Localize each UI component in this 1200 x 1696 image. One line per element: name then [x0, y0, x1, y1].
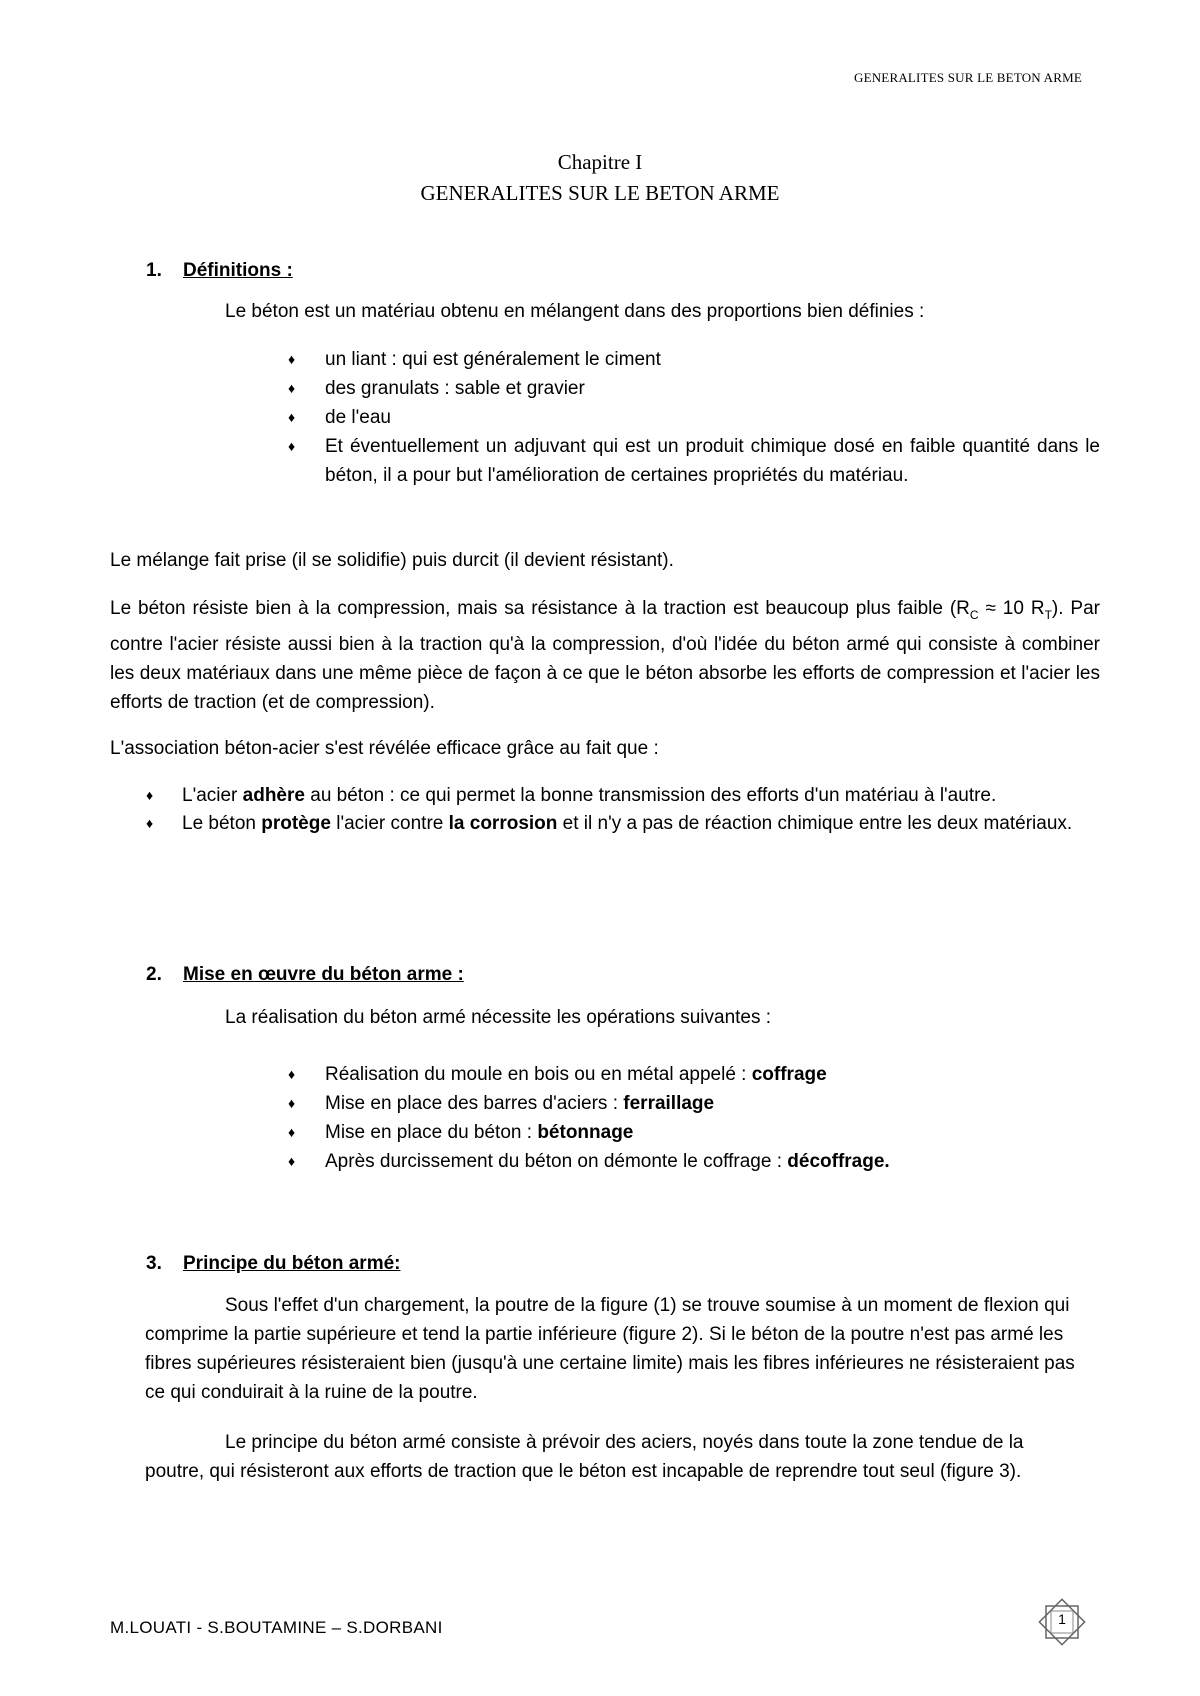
diamond-bullet-icon: ♦ — [288, 409, 296, 425]
section-3-title: Principe du béton armé: — [183, 1253, 401, 1274]
section-2-title: Mise en œuvre du béton arme : — [183, 964, 464, 985]
chapter-title: GENERALITES SUR LE BETON ARME — [420, 181, 780, 205]
diamond-bullet-icon: ♦ — [288, 1066, 296, 1082]
list-item: ♦ Mise en place des barres d'aciers : ferraillage — [325, 1089, 1100, 1118]
page-number-badge — [1032, 1592, 1092, 1652]
running-header: GENERALITES SUR LE BETON ARME — [853, 70, 1082, 85]
section-2-number: 2. — [146, 964, 162, 985]
paragraph: Sous l'effet d'un chargement, la poutre de la figure (1) se trouve soumise à un moment de flexion qui comprime la partie supérieure et tend la partie inférieure (figure 2). Si le béton de la poutre n'est pas armé les fibres supérieures résisteraient bien (jusqu'à une certaine limite) mais les fibres inférieures ne résisteraient pas ce qui conduirait à la ruine de la poutre. — [145, 1295, 1075, 1403]
section-1-number: 1. — [146, 260, 162, 281]
section-1-intro: Le béton est un matériau obtenu en mélangent dans des proportions bien définies : — [225, 301, 925, 322]
list-item: ♦ Et éventuellement un adjuvant qui est un produit chimique dosé en faible quantité dans le béton, il a pour but l'amélioration de certaines propriétés du matériau. — [325, 432, 1100, 490]
section-3-number: 3. — [146, 1253, 162, 1274]
list-item: ♦ un liant : qui est généralement le ciment — [325, 345, 1100, 374]
paragraph: L'association béton-acier s'est révélée efficace grâce au fait que : — [110, 738, 659, 759]
page-number: 1 — [1058, 1611, 1066, 1627]
section-3-heading — [146, 1253, 400, 1275]
diamond-bullet-icon: ♦ — [146, 815, 154, 831]
diamond-bullet-icon: ♦ — [288, 1095, 296, 1111]
list-item: ♦ de l'eau — [325, 403, 1100, 432]
section-1-title: Définitions : — [183, 260, 293, 281]
diamond-bullet-icon: ♦ — [288, 380, 296, 396]
list-item: ♦ des granulats : sable et gravier — [325, 374, 1100, 403]
association-list — [146, 783, 1100, 836]
list-item: ♦ Après durcissement du béton on démonte le coffrage : décoffrage. — [325, 1147, 1100, 1176]
footer-authors: M.LOUATI - S.BOUTAMINE – S.DORBANI — [110, 1618, 443, 1637]
section-2-list — [288, 1060, 1100, 1176]
diamond-bullet-icon: ♦ — [146, 787, 154, 803]
paragraph: Le béton résiste bien à la compression, mais sa résistance à la traction est beaucoup plus faible ($R_C \approx 10$ $R_T$). Par contre l'acier résiste aussi bien à la traction qu'à la compression, d'où l'idée du béton armé qui consiste à combiner les deux matériaux dans une même pièce de façon à ce que le béton absorbe les efforts de compression et l'acier les efforts de traction (et de compression). — [110, 598, 1101, 713]
list-item: ♦ Réalisation du moule en bois ou en métal appelé : coffrage — [325, 1060, 1100, 1089]
section-1-heading — [146, 260, 293, 282]
diamond-bullet-icon: ♦ — [288, 351, 296, 367]
paragraph: Le principe du béton armé consiste à prévoir des aciers, noyés dans toute la zone tendue de la poutre, qui résisteront aux efforts de traction que le béton est incapable de reprendre tout seul (figure 3). — [145, 1432, 1024, 1482]
list-item: ♦ Mise en place du béton : bétonnage — [325, 1118, 1100, 1147]
diamond-bullet-icon: ♦ — [288, 1124, 296, 1140]
section-2-intro: La réalisation du béton armé nécessite les opérations suivantes : — [225, 1007, 772, 1028]
diamond-bullet-icon: ♦ — [288, 438, 296, 454]
section-1-list — [288, 345, 1100, 490]
chapter-label: Chapitre I — [557, 150, 643, 174]
list-item: ♦ L'acier adhère au béton : ce qui permet la bonne transmission des efforts d'un matériau à l'autre. — [146, 785, 997, 806]
section-2-heading — [146, 964, 464, 986]
diamond-bullet-icon: ♦ — [288, 1153, 296, 1169]
list-item: ♦ Le béton protège l'acier contre la corrosion et il n'y a pas de réaction chimique entre les deux matériaux. — [146, 813, 1073, 834]
paragraph: Le mélange fait prise (il se solidifie) puis durcit (il devient résistant). — [110, 550, 674, 571]
